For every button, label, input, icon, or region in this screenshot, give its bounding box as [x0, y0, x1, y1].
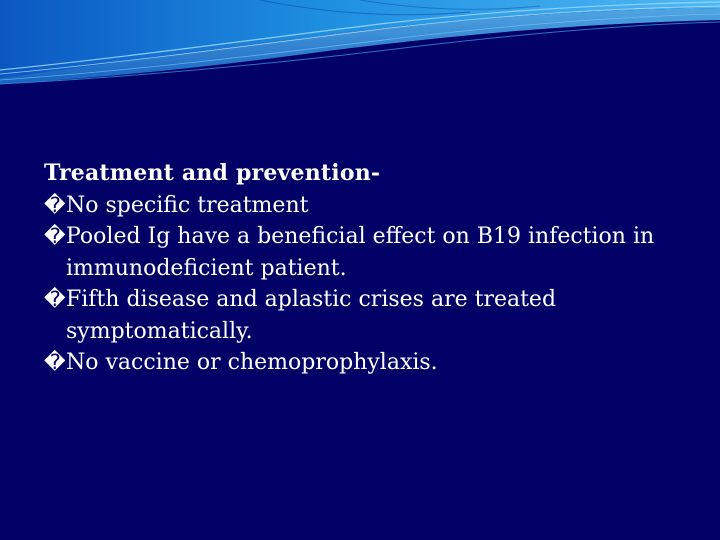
slide-content: [44, 158, 684, 379]
bullet-text: Fifth disease and aplastic crises are treated symptomatically.: [66, 287, 557, 344]
bullet-glyph-icon: �: [44, 224, 66, 248]
bullet-item: [44, 347, 684, 379]
bullet-text: No vaccine or chemoprophylaxis.: [66, 350, 438, 375]
wave-banner-icon: [0, 0, 720, 110]
bullet-glyph-icon: �: [44, 350, 66, 374]
bullet-item: [44, 221, 684, 284]
bullet-text: No specific treatment: [66, 192, 309, 218]
bullet-item: [44, 190, 684, 222]
bullet-item: [44, 284, 684, 347]
bullet-glyph-icon: �: [44, 287, 66, 311]
bullet-glyph-icon: �: [44, 192, 66, 217]
slide-heading: Treatment and prevention-: [44, 160, 381, 186]
bullet-text: Pooled Ig have a beneficial effect on B19 infection in immunodeficient patient.: [66, 224, 655, 281]
